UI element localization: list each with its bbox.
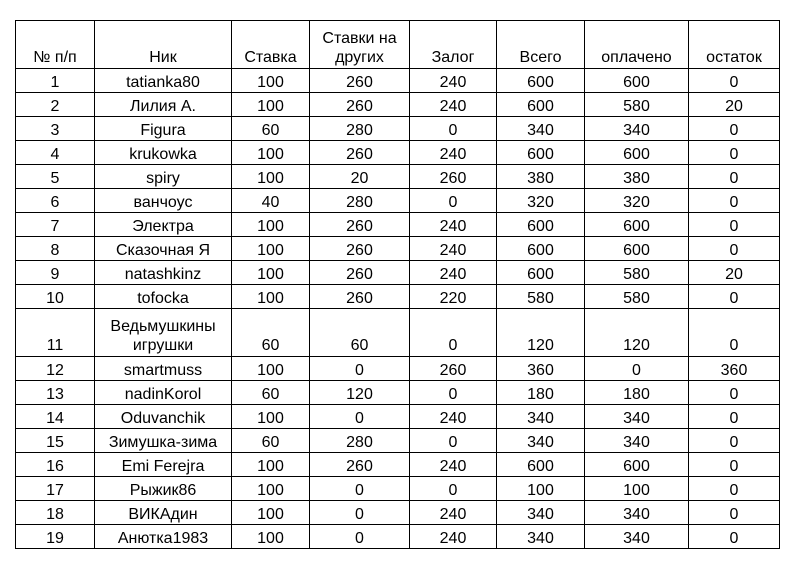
cell-stakes-on-others: 60 (310, 309, 410, 357)
cell-stakes-on-others: 280 (310, 429, 410, 453)
cell-number: 19 (16, 525, 95, 549)
cell-deposit: 240 (410, 141, 497, 165)
table-row (16, 381, 780, 405)
cell-total: 600 (497, 213, 585, 237)
cell-number: 8 (16, 237, 95, 261)
cell-paid: 340 (585, 525, 689, 549)
cell-paid: 600 (585, 69, 689, 93)
cell-stakes-on-others: 0 (310, 357, 410, 381)
cell-number: 13 (16, 381, 95, 405)
cell-total: 360 (497, 357, 585, 381)
cell-stake: 100 (232, 525, 310, 549)
cell-stakes-on-others: 260 (310, 453, 410, 477)
cell-paid: 0 (585, 357, 689, 381)
cell-nick: krukowka (95, 141, 232, 165)
cell-paid: 600 (585, 213, 689, 237)
cell-stake: 60 (232, 117, 310, 141)
cell-deposit: 240 (410, 213, 497, 237)
cell-remainder: 0 (689, 309, 780, 357)
header-number: № п/п (16, 21, 95, 69)
cell-number: 14 (16, 405, 95, 429)
cell-remainder: 0 (689, 165, 780, 189)
cell-remainder: 20 (689, 261, 780, 285)
cell-paid: 580 (585, 93, 689, 117)
cell-nick: tofocka (95, 285, 232, 309)
cell-stake: 100 (232, 261, 310, 285)
cell-stakes-on-others: 260 (310, 261, 410, 285)
cell-remainder: 0 (689, 285, 780, 309)
cell-stake: 100 (232, 501, 310, 525)
cell-number: 10 (16, 285, 95, 309)
header-row (16, 21, 780, 69)
cell-nick: ванчоус (95, 189, 232, 213)
cell-total: 600 (497, 261, 585, 285)
cell-total: 600 (497, 453, 585, 477)
cell-stake: 100 (232, 69, 310, 93)
header-deposit: Залог (410, 21, 497, 69)
cell-stakes-on-others: 0 (310, 477, 410, 501)
cell-total: 600 (497, 93, 585, 117)
cell-deposit: 260 (410, 165, 497, 189)
cell-total: 340 (497, 429, 585, 453)
table-row (16, 501, 780, 525)
cell-stakes-on-others: 260 (310, 213, 410, 237)
cell-nick: tatianka80 (95, 69, 232, 93)
cell-remainder: 0 (689, 453, 780, 477)
cell-stakes-on-others: 0 (310, 501, 410, 525)
cell-nick: nadinKorol (95, 381, 232, 405)
cell-stake: 100 (232, 453, 310, 477)
cell-remainder: 0 (689, 477, 780, 501)
cell-deposit: 240 (410, 453, 497, 477)
table-row (16, 405, 780, 429)
cell-nick: Лилия А. (95, 93, 232, 117)
cell-paid: 340 (585, 501, 689, 525)
cell-total: 340 (497, 525, 585, 549)
cell-number: 15 (16, 429, 95, 453)
cell-remainder: 0 (689, 189, 780, 213)
cell-stake: 100 (232, 165, 310, 189)
cell-deposit: 240 (410, 93, 497, 117)
cell-remainder: 20 (689, 93, 780, 117)
cell-stakes-on-others: 260 (310, 141, 410, 165)
cell-stakes-on-others: 260 (310, 69, 410, 93)
cell-paid: 340 (585, 405, 689, 429)
cell-total: 580 (497, 285, 585, 309)
cell-stakes-on-others: 0 (310, 525, 410, 549)
cell-deposit: 220 (410, 285, 497, 309)
cell-stake: 100 (232, 357, 310, 381)
cell-deposit: 0 (410, 429, 497, 453)
header-nick: Ник (95, 21, 232, 69)
cell-nick: Зимушка-зима (95, 429, 232, 453)
table-header (16, 21, 780, 69)
cell-paid: 100 (585, 477, 689, 501)
cell-deposit: 240 (410, 501, 497, 525)
cell-number: 11 (16, 309, 95, 357)
cell-deposit: 240 (410, 261, 497, 285)
cell-nick: natashkinz (95, 261, 232, 285)
payments-table (15, 20, 780, 549)
cell-number: 18 (16, 501, 95, 525)
header-stake: Ставка (232, 21, 310, 69)
cell-total: 120 (497, 309, 585, 357)
cell-nick: Figura (95, 117, 232, 141)
cell-paid: 340 (585, 429, 689, 453)
cell-total: 600 (497, 237, 585, 261)
cell-stake: 60 (232, 429, 310, 453)
cell-deposit: 240 (410, 69, 497, 93)
cell-stakes-on-others: 260 (310, 93, 410, 117)
table-row (16, 117, 780, 141)
cell-stakes-on-others: 0 (310, 405, 410, 429)
table-row (16, 357, 780, 381)
cell-stakes-on-others: 260 (310, 285, 410, 309)
cell-deposit: 260 (410, 357, 497, 381)
cell-stakes-on-others: 20 (310, 165, 410, 189)
cell-total: 340 (497, 501, 585, 525)
cell-nick: Анютка1983 (95, 525, 232, 549)
cell-number: 17 (16, 477, 95, 501)
table-row (16, 165, 780, 189)
table-row (16, 69, 780, 93)
cell-deposit: 0 (410, 189, 497, 213)
table-row (16, 285, 780, 309)
cell-total: 600 (497, 141, 585, 165)
cell-number: 12 (16, 357, 95, 381)
cell-deposit: 240 (410, 525, 497, 549)
cell-remainder: 0 (689, 237, 780, 261)
cell-stake: 60 (232, 381, 310, 405)
cell-total: 180 (497, 381, 585, 405)
cell-remainder: 0 (689, 213, 780, 237)
cell-stakes-on-others: 280 (310, 189, 410, 213)
cell-stake: 100 (232, 405, 310, 429)
cell-remainder: 0 (689, 501, 780, 525)
cell-nick: Oduvanchik (95, 405, 232, 429)
cell-total: 380 (497, 165, 585, 189)
cell-nick: smartmuss (95, 357, 232, 381)
cell-paid: 380 (585, 165, 689, 189)
table-row (16, 429, 780, 453)
cell-number: 4 (16, 141, 95, 165)
cell-paid: 600 (585, 453, 689, 477)
cell-total: 320 (497, 189, 585, 213)
cell-deposit: 0 (410, 117, 497, 141)
cell-nick: ВИКАдин (95, 501, 232, 525)
cell-stake: 100 (232, 237, 310, 261)
cell-stake: 100 (232, 93, 310, 117)
table-row (16, 141, 780, 165)
cell-deposit: 0 (410, 477, 497, 501)
cell-number: 7 (16, 213, 95, 237)
cell-paid: 340 (585, 117, 689, 141)
cell-remainder: 0 (689, 141, 780, 165)
header-remainder: остаток (689, 21, 780, 69)
cell-stakes-on-others: 120 (310, 381, 410, 405)
cell-stake: 100 (232, 477, 310, 501)
cell-number: 6 (16, 189, 95, 213)
table-row (16, 213, 780, 237)
cell-stakes-on-others: 260 (310, 237, 410, 261)
cell-deposit: 0 (410, 381, 497, 405)
cell-nick: Электра (95, 213, 232, 237)
cell-nick: Рыжик86 (95, 477, 232, 501)
cell-remainder: 0 (689, 429, 780, 453)
table-row (16, 93, 780, 117)
table-row (16, 261, 780, 285)
table-row (16, 453, 780, 477)
cell-stakes-on-others: 280 (310, 117, 410, 141)
cell-paid: 320 (585, 189, 689, 213)
table-row (16, 477, 780, 501)
cell-remainder: 0 (689, 381, 780, 405)
cell-nick: Сказочная Я (95, 237, 232, 261)
cell-number: 16 (16, 453, 95, 477)
cell-deposit: 240 (410, 237, 497, 261)
table-row (16, 525, 780, 549)
cell-paid: 580 (585, 285, 689, 309)
cell-remainder: 0 (689, 405, 780, 429)
cell-paid: 600 (585, 237, 689, 261)
header-stakes-on-others: Ставки на других (310, 21, 410, 69)
cell-paid: 600 (585, 141, 689, 165)
cell-nick: Emi Ferejra (95, 453, 232, 477)
cell-number: 1 (16, 69, 95, 93)
cell-stake: 60 (232, 309, 310, 357)
cell-number: 2 (16, 93, 95, 117)
table-row (16, 189, 780, 213)
cell-stake: 100 (232, 141, 310, 165)
cell-remainder: 360 (689, 357, 780, 381)
cell-nick: Ведьмушкины игрушки (95, 309, 232, 357)
cell-stake: 100 (232, 213, 310, 237)
cell-nick: spiry (95, 165, 232, 189)
cell-paid: 580 (585, 261, 689, 285)
table-row (16, 309, 780, 357)
cell-total: 340 (497, 117, 585, 141)
cell-remainder: 0 (689, 69, 780, 93)
cell-number: 9 (16, 261, 95, 285)
cell-total: 100 (497, 477, 585, 501)
table-row (16, 237, 780, 261)
cell-stake: 40 (232, 189, 310, 213)
cell-stake: 100 (232, 285, 310, 309)
table-body (16, 69, 780, 549)
header-total: Всего (497, 21, 585, 69)
cell-remainder: 0 (689, 117, 780, 141)
header-paid: оплачено (585, 21, 689, 69)
cell-total: 340 (497, 405, 585, 429)
cell-total: 600 (497, 69, 585, 93)
cell-number: 5 (16, 165, 95, 189)
cell-paid: 120 (585, 309, 689, 357)
cell-paid: 180 (585, 381, 689, 405)
cell-deposit: 0 (410, 309, 497, 357)
cell-remainder: 0 (689, 525, 780, 549)
cell-deposit: 240 (410, 405, 497, 429)
cell-number: 3 (16, 117, 95, 141)
